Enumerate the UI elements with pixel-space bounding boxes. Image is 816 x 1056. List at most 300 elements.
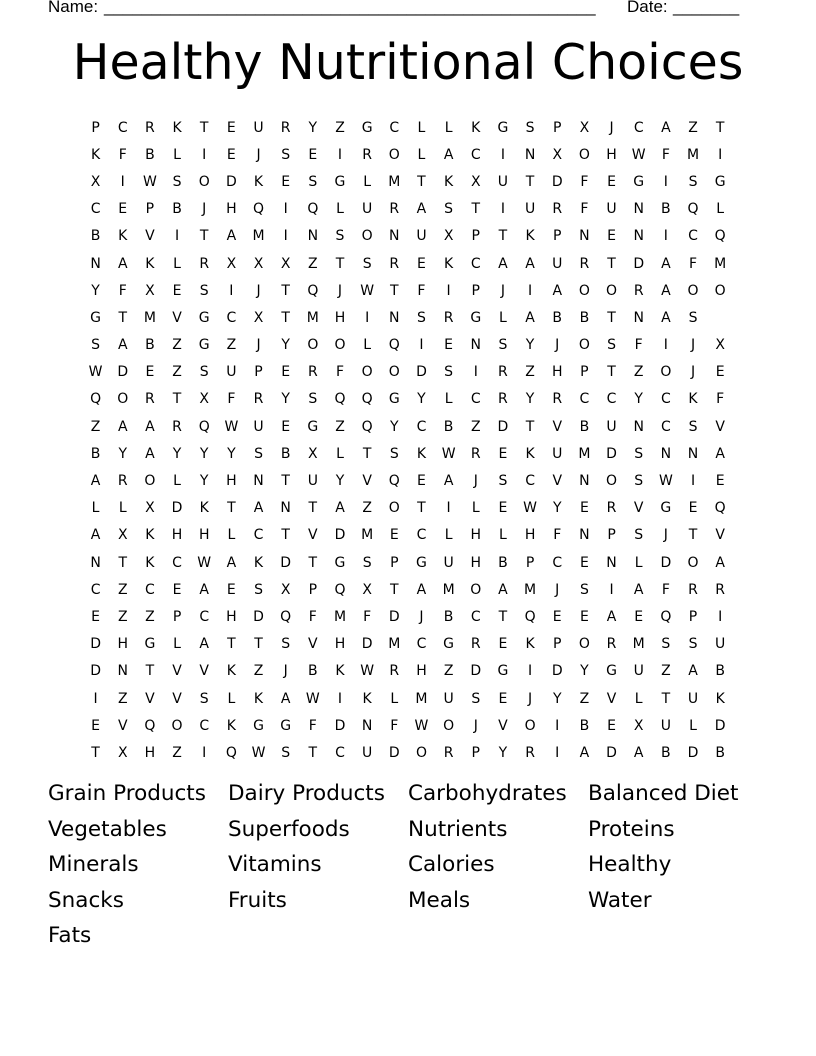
grid-letter: F — [363, 608, 372, 625]
grid-letter: E — [444, 337, 454, 354]
grid-row — [82, 467, 734, 494]
grid-letter: R — [552, 391, 563, 408]
grid-letter: D — [416, 364, 427, 381]
grid-letter: O — [171, 717, 183, 734]
grid-letter: T — [227, 636, 236, 653]
grid-letter: C — [660, 391, 671, 408]
grid-letter: E — [715, 364, 725, 381]
grid-letter: C — [90, 581, 101, 598]
grid-letter: D — [388, 608, 400, 625]
grid-letter: R — [498, 391, 508, 408]
word-list-item: Fruits — [228, 887, 287, 913]
grid-letter: F — [390, 717, 399, 734]
grid-letter: D — [470, 663, 482, 680]
grid-letter: U — [253, 418, 264, 435]
grid-letter: S — [607, 337, 616, 354]
grid-letter: O — [687, 554, 699, 571]
grid-letter: A — [661, 282, 671, 299]
grid-letter: C — [660, 418, 671, 435]
grid-letter: I — [93, 690, 98, 707]
grid-letter: B — [661, 201, 671, 218]
grid-letter: V — [145, 228, 155, 245]
grid-letter: G — [416, 554, 427, 571]
grid-letter: A — [715, 445, 725, 462]
grid-letter: V — [362, 473, 372, 490]
grid-letter: G — [633, 173, 645, 190]
grid-letter: C — [253, 527, 264, 544]
grid-letter: H — [171, 527, 183, 544]
grid-letter: T — [417, 500, 426, 517]
grid-letter: J — [256, 282, 261, 299]
grid-letter: C — [552, 554, 563, 571]
grid-letter: O — [606, 282, 618, 299]
grid-letter: B — [145, 146, 155, 163]
grid-letter: J — [500, 282, 505, 299]
grid-letter: O — [578, 146, 590, 163]
grid-letter: E — [579, 608, 589, 625]
grid-letter: T — [199, 228, 209, 245]
grid-letter: N — [606, 554, 617, 571]
grid-letter: D — [253, 608, 264, 625]
grid-letter: S — [525, 119, 535, 136]
grid-letter: B — [443, 608, 454, 625]
grid-letter: C — [470, 608, 481, 625]
grid-letter: J — [202, 201, 207, 218]
grid-letter: D — [606, 445, 617, 462]
grid-letter: I — [473, 364, 478, 381]
grid-letter: J — [473, 473, 478, 490]
grid-letter: H — [144, 744, 156, 761]
grid-letter: T — [688, 527, 698, 544]
grid-letter: E — [607, 173, 616, 190]
grid-letter: Q — [144, 717, 156, 734]
grid-letter: S — [634, 527, 644, 544]
grid-letter: F — [227, 391, 236, 408]
grid-letter: O — [606, 473, 618, 490]
grid-letter: M — [686, 146, 700, 163]
grid-letter: N — [470, 337, 481, 354]
grid-letter: Q — [334, 581, 346, 598]
grid-letter: G — [280, 717, 292, 734]
grid-letter: K — [172, 119, 182, 136]
word-list-item: Healthy — [588, 852, 672, 878]
grid-letter: G — [198, 337, 210, 354]
grid-letter: W — [305, 690, 320, 707]
grid-letter: P — [525, 554, 535, 571]
word-list-item: Meals — [408, 887, 471, 913]
grid-letter: I — [202, 744, 207, 761]
grid-row — [82, 196, 734, 223]
grid-letter: Z — [226, 337, 237, 354]
grid-letter: Y — [199, 445, 209, 462]
grid-letter: P — [688, 608, 698, 625]
grid-letter: O — [443, 717, 455, 734]
grid-letter: V — [199, 663, 209, 680]
word-list-item: Nutrients — [408, 816, 508, 842]
grid-row — [82, 413, 734, 440]
grid-letter: T — [118, 309, 128, 326]
grid-letter: K — [471, 119, 481, 136]
grid-letter: K — [253, 554, 264, 571]
grid-letter: K — [525, 445, 535, 462]
grid-letter: S — [634, 445, 644, 462]
grid-letter: A — [498, 581, 508, 598]
grid-letter: P — [471, 228, 480, 245]
grid-letter: V — [172, 663, 182, 680]
grid-letter: C — [172, 554, 182, 571]
grid-letter: K — [715, 690, 725, 707]
grid-letter: L — [173, 636, 181, 653]
grid-letter: M — [524, 581, 537, 598]
grid-letter: E — [226, 581, 236, 598]
grid-letter: S — [308, 391, 318, 408]
grid-letter: S — [634, 473, 644, 490]
grid-letter: A — [661, 119, 671, 136]
grid-letter: U — [524, 201, 536, 218]
grid-letter: O — [415, 744, 427, 761]
grid-letter: D — [334, 717, 346, 734]
grid-letter: L — [336, 201, 344, 218]
grid-letter: I — [174, 228, 180, 245]
grid-letter: G — [144, 636, 156, 653]
grid-letter: W — [414, 717, 429, 734]
grid-letter: C — [579, 391, 590, 408]
grid-letter: L — [390, 690, 399, 707]
grid-letter: N — [633, 309, 644, 326]
grid-letter: M — [306, 309, 319, 326]
grid-letter: A — [552, 282, 563, 299]
grid-letter: I — [337, 690, 343, 707]
grid-letter: Y — [118, 445, 128, 462]
grid-letter: C — [470, 391, 481, 408]
grid-letter: P — [553, 636, 562, 653]
grid-row — [82, 223, 734, 250]
grid-letter: V — [715, 418, 725, 435]
grid-letter: I — [500, 146, 505, 163]
grid-letter: E — [579, 554, 589, 571]
grid-letter: I — [202, 146, 207, 163]
grid-letter: Z — [117, 581, 128, 598]
grid-letter: S — [688, 636, 698, 653]
grid-row — [82, 631, 734, 658]
grid-letter: T — [145, 663, 155, 680]
grid-letter: A — [443, 473, 454, 490]
grid-letter: L — [227, 690, 236, 707]
grid-letter: X — [579, 119, 590, 136]
grid-letter: C — [117, 119, 128, 136]
grid-letter: L — [499, 527, 507, 544]
grid-letter: J — [528, 690, 533, 707]
grid-letter: C — [199, 608, 210, 625]
grid-letter: U — [497, 173, 509, 190]
grid-letter: Z — [253, 663, 264, 680]
grid-letter: K — [525, 228, 535, 245]
grid-letter: I — [229, 282, 234, 299]
grid-letter: F — [308, 717, 317, 734]
grid-letter: R — [606, 500, 617, 517]
grid-letter: Q — [388, 337, 400, 354]
grid-letter: L — [173, 146, 181, 163]
grid-letter: G — [497, 119, 509, 136]
grid-letter: G — [388, 391, 400, 408]
grid-letter: Y — [552, 690, 562, 707]
grid-letter: A — [606, 608, 617, 625]
grid-letter: E — [498, 636, 508, 653]
grid-letter: H — [226, 473, 237, 490]
grid-letter: K — [362, 690, 372, 707]
grid-letter: H — [524, 527, 536, 544]
page-title: Healthy Nutritional Choices — [72, 34, 744, 91]
grid-letter: L — [417, 146, 426, 163]
grid-letter: G — [334, 173, 346, 190]
grid-letter: Y — [580, 663, 589, 680]
grid-letter: O — [361, 228, 373, 245]
grid-letter: U — [253, 119, 264, 136]
grid-letter: T — [281, 527, 290, 544]
grid-letter: E — [281, 364, 291, 381]
grid-letter: I — [500, 201, 505, 218]
grid-letter: U — [416, 228, 427, 245]
grid-letter: K — [145, 554, 155, 571]
grid-letter: V — [117, 717, 128, 734]
grid-letter: I — [718, 146, 723, 163]
grid-letter: M — [252, 228, 265, 245]
grid-letter: B — [579, 717, 590, 734]
grid-letter: L — [173, 255, 181, 272]
grid-letter: A — [117, 255, 128, 272]
grid-letter: E — [417, 473, 426, 490]
grid-row — [82, 141, 734, 168]
grid-letter: V — [145, 690, 155, 707]
grid-letter: K — [145, 527, 155, 544]
grid-letter: E — [552, 608, 562, 625]
grid-letter: R — [280, 119, 291, 136]
grid-letter: V — [308, 636, 318, 653]
grid-letter: T — [607, 255, 616, 272]
grid-letter: X — [715, 337, 725, 354]
grid-letter: D — [90, 636, 101, 653]
grid-letter: O — [361, 364, 373, 381]
grid-letter: B — [172, 201, 182, 218]
grid-letter: F — [580, 173, 589, 190]
grid-letter: E — [498, 445, 508, 462]
grid-letter: P — [471, 282, 480, 299]
grid-letter: G — [714, 173, 726, 190]
word-list-item: Grain Products — [48, 781, 206, 806]
grid-letter: R — [498, 364, 508, 381]
grid-letter: O — [578, 636, 590, 653]
grid-letter: I — [446, 500, 451, 517]
grid-row — [82, 277, 734, 304]
grid-letter: S — [444, 201, 454, 218]
grid-letter: K — [145, 255, 155, 272]
grid-letter: C — [606, 391, 617, 408]
grid-letter: F — [580, 201, 589, 218]
grid-letter: Q — [307, 201, 319, 218]
grid-letter: C — [389, 119, 400, 136]
grid-letter: D — [551, 663, 563, 680]
letter-grid — [82, 114, 734, 767]
grid-letter: T — [525, 173, 535, 190]
grid-letter: S — [444, 364, 454, 381]
grid-letter: J — [419, 608, 424, 625]
grid-letter: I — [446, 282, 451, 299]
grid-letter: M — [578, 445, 591, 462]
grid-row — [82, 549, 734, 576]
grid-letter: U — [362, 201, 373, 218]
grid-letter: E — [715, 473, 725, 490]
grid-letter: I — [365, 309, 370, 326]
grid-letter: L — [471, 500, 480, 517]
grid-letter: Z — [172, 364, 182, 381]
grid-letter: D — [388, 744, 400, 761]
grid-letter: X — [253, 255, 264, 272]
grid-letter: Y — [281, 337, 290, 354]
grid-letter: S — [498, 473, 508, 490]
grid-letter: L — [689, 717, 697, 734]
grid-letter: V — [498, 717, 508, 734]
grid-letter: Q — [90, 391, 102, 408]
name-date-header — [48, 0, 748, 19]
grid-letter: U — [660, 717, 671, 734]
word-list-item: Vitamins — [228, 852, 322, 878]
grid-letter: L — [227, 527, 236, 544]
grid-letter: E — [172, 282, 182, 299]
grid-letter: A — [525, 309, 535, 326]
grid-letter: Z — [661, 663, 671, 680]
grid-letter: A — [145, 445, 155, 462]
grid-letter: I — [663, 228, 668, 245]
grid-letter: X — [633, 717, 644, 734]
grid-letter: T — [281, 282, 290, 299]
grid-letter: O — [524, 717, 536, 734]
grid-letter: C — [470, 255, 481, 272]
grid-letter: Z — [172, 337, 182, 354]
grid-letter: L — [173, 473, 181, 490]
grid-letter: A — [579, 744, 590, 761]
grid-letter: A — [145, 418, 155, 435]
grid-letter: N — [579, 473, 590, 490]
grid-letter: H — [470, 527, 482, 544]
grid-letter: A — [688, 663, 698, 680]
grid-letter: E — [226, 119, 236, 136]
grid-letter: N — [389, 309, 400, 326]
grid-letter: T — [254, 636, 263, 653]
grid-letter: O — [578, 282, 590, 299]
grid-letter: Y — [172, 445, 182, 462]
grid-letter: H — [470, 554, 482, 571]
grid-letter: U — [633, 663, 644, 680]
grid-letter: R — [606, 636, 617, 653]
date-blank-line: _______ — [673, 0, 740, 16]
grid-letter: A — [715, 554, 725, 571]
grid-letter: Z — [145, 608, 155, 625]
grid-letter: L — [444, 527, 453, 544]
grid-letter: E — [607, 228, 616, 245]
grid-letter: R — [443, 309, 454, 326]
grid-letter: V — [633, 500, 644, 517]
grid-letter: S — [362, 554, 372, 571]
grid-letter: J — [256, 146, 261, 163]
grid-letter: V — [552, 418, 563, 435]
grid-letter: P — [580, 364, 589, 381]
grid-letter: F — [634, 337, 643, 354]
grid-letter: O — [660, 364, 672, 381]
grid-letter: S — [688, 418, 698, 435]
grid-letter: A — [226, 554, 237, 571]
grid-letter: I — [528, 663, 533, 680]
grid-letter: E — [389, 527, 399, 544]
grid-letter: P — [254, 364, 263, 381]
grid-letter: O — [307, 337, 319, 354]
grid-letter: A — [443, 146, 454, 163]
grid-letter: C — [226, 309, 237, 326]
grid-letter: X — [117, 527, 128, 544]
grid-letter: D — [497, 418, 509, 435]
grid-letter: S — [199, 282, 209, 299]
grid-letter: D — [334, 527, 346, 544]
grid-letter: T — [525, 418, 535, 435]
grid-letter: I — [718, 608, 723, 625]
grid-letter: Q — [524, 608, 536, 625]
grid-letter: X — [470, 173, 481, 190]
grid-letter: C — [335, 744, 345, 761]
grid-letter: W — [197, 554, 212, 571]
grid-letter: L — [444, 391, 453, 408]
word-list-item: Water — [588, 887, 652, 913]
grid-letter: M — [361, 527, 374, 544]
grid-letter: Z — [308, 255, 318, 272]
grid-letter: H — [226, 201, 237, 218]
grid-letter: J — [337, 282, 343, 299]
grid-letter: U — [606, 201, 617, 218]
grid-letter: P — [172, 608, 182, 625]
grid-letter: T — [308, 744, 318, 761]
grid-letter: J — [256, 337, 261, 354]
grid-letter: Y — [227, 445, 236, 462]
date-label: Date: — [627, 0, 668, 16]
grid-letter: T — [91, 744, 100, 761]
grid-letter: O — [687, 282, 699, 299]
grid-letter: S — [281, 146, 291, 163]
grid-letter: N — [361, 717, 373, 734]
word-list-item: Carbohydrates — [408, 781, 567, 806]
grid-letter: E — [607, 717, 616, 734]
grid-letter: H — [226, 608, 237, 625]
grid-letter: D — [606, 744, 617, 761]
grid-letter: B — [579, 418, 590, 435]
grid-letter: X — [90, 173, 101, 190]
grid-letter: D — [687, 744, 699, 761]
grid-letter: O — [714, 282, 726, 299]
grid-letter: S — [417, 309, 426, 326]
grid-letter: T — [362, 445, 372, 462]
grid-letter: A — [199, 581, 209, 598]
grid-letter: G — [253, 717, 264, 734]
grid-letter: Y — [335, 473, 345, 490]
grid-letter: J — [609, 119, 614, 136]
grid-letter: B — [498, 554, 508, 571]
grid-letter: S — [498, 337, 508, 354]
grid-row — [82, 576, 734, 603]
grid-letter: Y — [525, 391, 535, 408]
grid-letter: X — [362, 581, 372, 598]
grid-letter: C — [470, 146, 481, 163]
grid-letter: Z — [117, 690, 128, 707]
grid-letter: R — [525, 744, 535, 761]
grid-letter: N — [117, 663, 128, 680]
grid-letter: F — [716, 391, 725, 408]
